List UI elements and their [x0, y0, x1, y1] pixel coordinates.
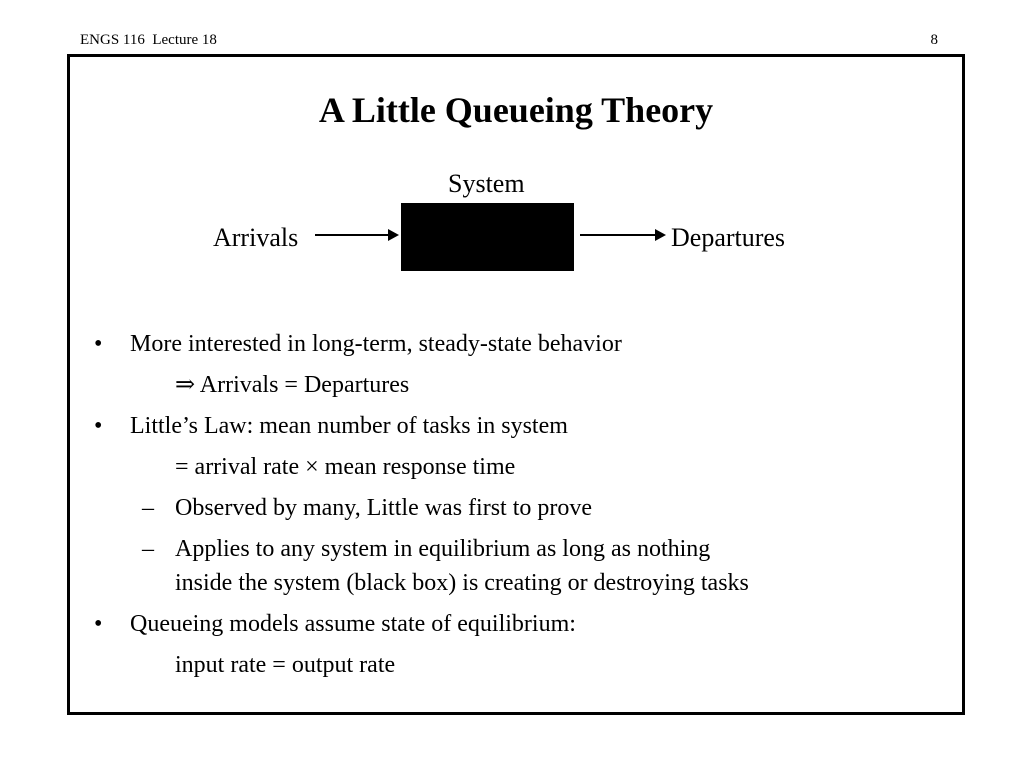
sub-bullet-marker: – — [142, 495, 154, 521]
sub-bullet-item-2: Applies to any system in equilibrium as long as nothing — [175, 536, 711, 562]
bullet-item-3-continuation: input rate = output rate — [175, 652, 396, 678]
bullet-item-2: Little’s Law: mean number of tasks in system — [130, 413, 568, 439]
bullet-item-1: More interested in long-term, steady-state behavior — [130, 331, 622, 357]
sub-bullet-item-2-line2: inside the system (black box) is creating or destroying tasks — [175, 570, 749, 596]
system-label: System — [448, 169, 525, 198]
sub-bullet-item-1: Observed by many, Little was first to prove — [175, 495, 593, 521]
departures-label: Departures — [671, 223, 786, 252]
bullet-item-2-continuation: = arrival rate × mean response time — [175, 454, 516, 480]
slide-title: A Little Queueing Theory — [318, 90, 714, 130]
bullet-item-1-continuation: ⇒ Arrivals = Departures — [175, 372, 410, 398]
arrivals-label: Arrivals — [213, 223, 299, 252]
slide-frame — [67, 54, 965, 715]
course-header: ENGS 116 Lecture 18 — [80, 32, 217, 48]
bullet-marker: • — [94, 611, 103, 637]
bullet-marker: • — [94, 331, 103, 357]
system-black-box — [401, 203, 574, 271]
arrivals-arrow-icon — [315, 234, 397, 236]
departures-arrow-icon — [580, 234, 664, 236]
bullet-item-3: Queueing models assume state of equilibrium: — [130, 611, 576, 637]
sub-bullet-marker: – — [142, 536, 154, 562]
bullet-marker: • — [94, 413, 103, 439]
page-number: 8 — [930, 32, 938, 48]
